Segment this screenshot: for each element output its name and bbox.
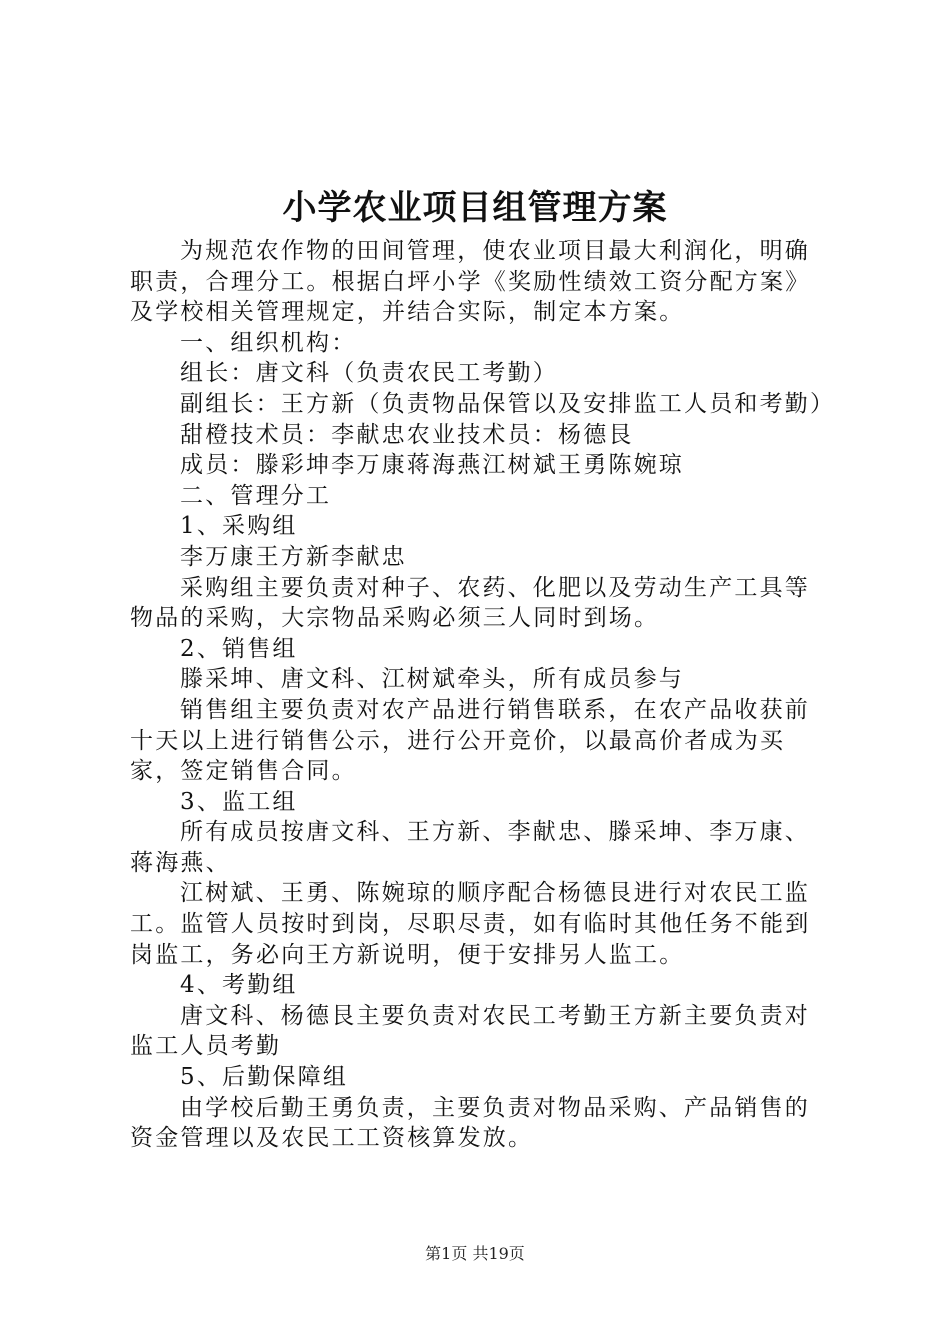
paragraph-members: 成员：滕彩坤李万康蒋海燕江树斌王勇陈婉琼 [180,452,684,479]
paragraph-sales-duties: 销售组主要负责对农产品进行销售联系，在农产品收获前十天以上进行销售公示，进行公开竞价，以最高价者成为买家，签定销售合同。 [130,696,810,785]
heading-division: 二、管理分工 [180,482,332,509]
heading-attendance-group: 4、考勤组 [180,972,298,999]
paragraph-purchasing-duties: 采购组主要负责对种子、农药、化肥以及劳动生产工具等物品的采购，大宗物品采购必须三人同时到场。 [130,574,810,632]
paragraph-supervision-order: 所有成员按唐文科、王方新、李献忠、滕采坤、李万康、蒋海燕、 [130,819,810,876]
paragraph-purchasing-members: 李万康王方新李献忠 [180,543,407,570]
page-footer: 第1页 共19页 [425,1244,525,1263]
heading-organization: 一、组织机构： [180,329,357,356]
heading-purchasing-group: 1、采购组 [180,513,298,540]
heading-supervision-group: 3、监工组 [180,788,298,815]
heading-sales-group: 2、销售组 [180,635,298,662]
document-body [130,236,835,1154]
paragraph-sales-members: 滕采坤、唐文科、江树斌牵头，所有成员参与 [180,666,684,693]
paragraph-supervision-duties: 江树斌、王勇、陈婉琼的顺序配合杨德艮进行对农民工监工。监管人员按时到岗，尽职尽责，如有临时其他任务不能到岗监工，务必向王方新说明，便于安排另人监工。 [130,880,811,968]
paragraph-logistics-duties: 由学校后勤王勇负责，主要负责对物品采购、产品销售的资金管理以及农民工工资核算发放。 [130,1094,810,1152]
paragraph-leader: 组长：唐文科（负责农民工考勤） [180,360,558,387]
paragraph-attendance-duties: 唐文科、杨德艮主要负责对农民工考勤王方新主要负责对监工人员考勤 [130,1002,810,1060]
paragraph-intro: 为规范农作物的田间管理，使农业项目最大利润化，明确职责，合理分工。根据白坪小学《奖励性绩效工资分配方案》及学校相关管理规定，并结合实际，制定本方案。 [130,238,811,326]
paragraph-deputy-leader: 副组长：王方新（负责物品保管以及安排监工人员和考勤） [180,390,836,417]
heading-logistics-group: 5、后勤保障组 [180,1064,349,1091]
paragraph-technicians: 甜橙技术员：李献忠农业技术员：杨德艮 [180,421,634,448]
document-title: 小学农业项目组管理方案 [282,188,668,228]
